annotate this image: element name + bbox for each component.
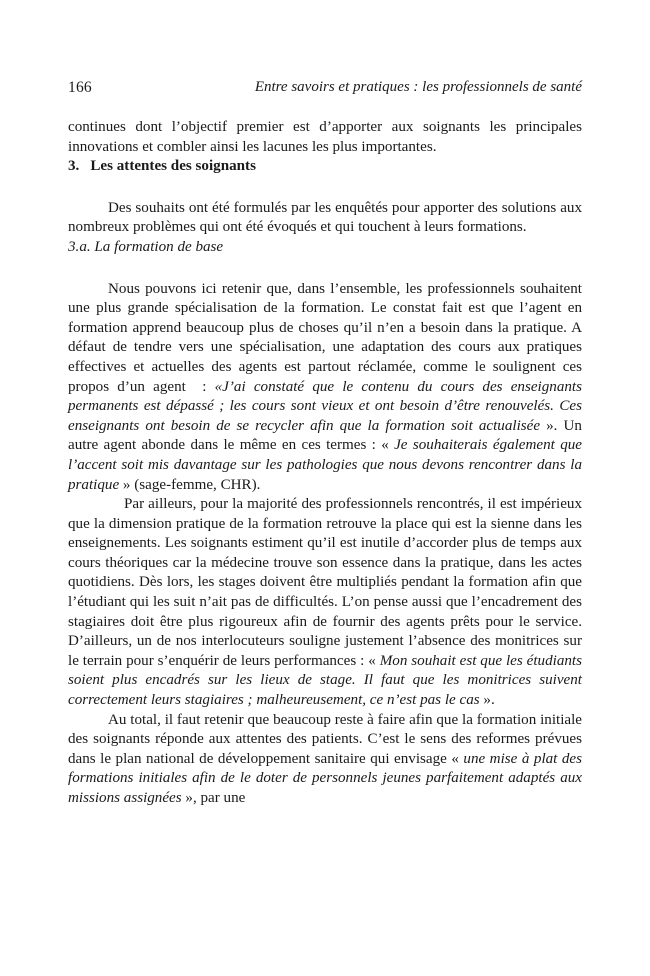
paragraph-2-quote-1: Mon souhait est que les étudiants soient plus encadrés sur les lieux de stage. Il faut que les monitrices suivent correctement leurs stagiaires ; malheureusement, ce n’est pas le cas	[68, 652, 582, 709]
paragraph-1-quote-1: «J’ai constaté que le contenu du cours des enseignants permanents est dépassé ; les cours sont vieux et ont besoin d’être renouvelés. Ces enseignants ont besoin de se recycler afin que la formation soit actualisée	[68, 378, 582, 434]
paragraph-formation-3	[68, 711, 582, 809]
running-head	[68, 78, 582, 118]
page-content	[68, 0, 582, 809]
page-number: 166	[68, 79, 92, 96]
paragraph-3-part-2: », par une	[181, 790, 246, 806]
subsection-heading-3a: 3.a. La formation de base	[68, 238, 224, 255]
section-title: Les attentes des soignants	[90, 158, 256, 175]
paragraph-1-part-1: Nous pouvons ici retenir que, dans l’ensemble, les professionnels souhaitent une plus grande spécialisation de la formation. Le constat fait est que l’agent en formation apprend beaucoup plus de choses qu’il n’en a besoin dans la pratique. A défaut de tendre vers une spécialisation, une adaptation des cours aux pratiques effectives et actuelles des agents est partout réclamée, comme le soulignent ces propos d’un agent :	[68, 280, 582, 395]
section-number: 3.	[68, 158, 80, 175]
paragraph-1-part-3: » (sage-femme, CHR).	[119, 476, 261, 493]
paragraph-1-quote-2: Je souhaiterais également que l’accent soit mis davantage sur les pathologies que nous devons rencontrer dans la pratique	[68, 437, 582, 493]
paragraph-3-quote-1: une mise à plat des formations initiales afin de le doter de personnels jeunes parfaitement adaptés aux missions assignées	[68, 750, 582, 806]
paragraph-2-part-2: ».	[479, 692, 495, 709]
paragraph-continuation: continues dont l’objectif premier est d’apporter aux soignants les principales innovations et combler ainsi les lacunes les plus importantes.	[68, 119, 582, 155]
paragraph-3-part-1: Au total, il faut retenir que beaucoup reste à faire afin que la formation initiale des soignants réponde aux attentes des patients. C’est le sens des reformes prévues dans le plan national de développement sanitaire qui envisage «	[68, 711, 582, 767]
running-head-title: Entre savoirs et pratiques : les professionnels de santé	[254, 79, 582, 95]
section-heading-3	[68, 157, 582, 177]
paragraph-formation-1	[68, 280, 582, 496]
paragraph-1-part-2: ». Un autre agent abonde dans le même en ces termes : «	[68, 417, 582, 454]
paragraph-section-intro: Des souhaits ont été formulés par les enquêtés pour apporter des solutions aux nombreux problèmes qui ont été évoqués et qui touchent à leurs formations.	[68, 199, 582, 236]
paragraph-2-part-1: Par ailleurs, pour la majorité des professionnels rencontrés, il est impérieux que la dimension pratique de la formation retrouve la place qui est la sienne dans les enseignements. Les soignants estiment qu’il est inutile d’accorder plus de temps aux cours théoriques car la médecine trouve son essence dans la pratique, dans les actes quotidiens. Dès lors, les stages doivent être multipliés pendant la formation afin que l’étudiant qui les suit n’ait pas de difficultés. L’on pense aussi que l’encadrement des stagiaires doit être plus rigoureux afin de fournir des agents prêts pour le service. D’ailleurs, un de nos interlocuteurs souligne justement l’absence des monitrices sur le terrain pour s’enquérir de leurs performances : «	[68, 496, 582, 669]
paragraph-formation-2	[68, 495, 582, 711]
